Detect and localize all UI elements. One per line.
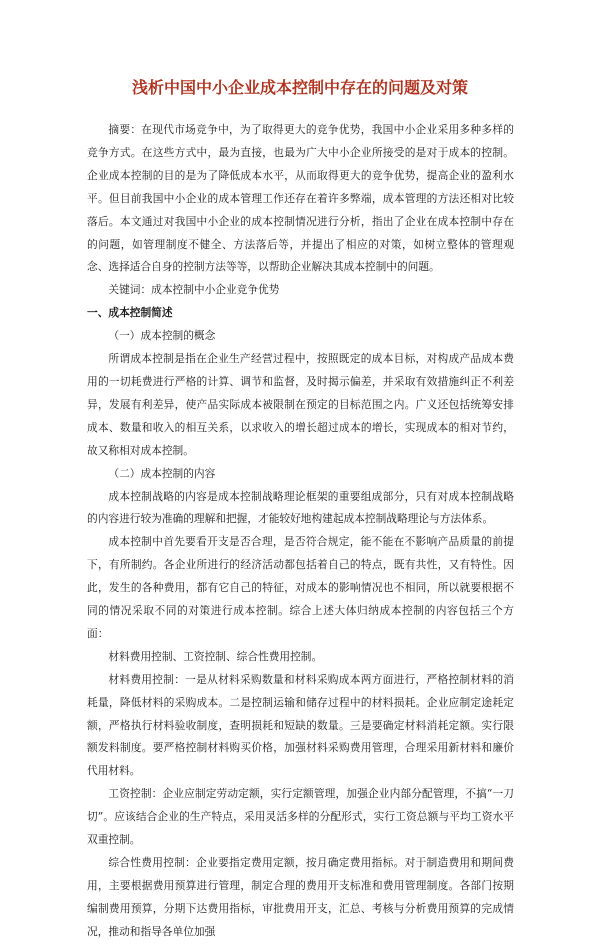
document-body	[87, 119, 514, 944]
abstract-paragraph: 摘要：在现代市场竞争中，为了取得更大的竞争优势，我国中小企业采用多种多样的竞争方式。在这些方式中，最为直接，也最为广大中小企业所接受的是对于成本的控制。企业成本控制的目的是为了降低成本水平，从而取得更大的竞争优势，提高企业的盈利水平。但目前我国中小企业的成本管理工作还存在着许多弊端，成本管理的方法还相对比较落后。本文通过对我国中小企业的成本控制情况进行分析，指出了企业在成本控制中存在的问题，如管理制度不健全、方法落后等，并提出了相应的对策，如树立整体的管理观念、选择适合自身的控制方法等等，以帮助企业解决其成本控制中的问题。	[87, 123, 514, 274]
content-list-line: 材料费用控制、工资控制、综合性费用控制。	[108, 649, 323, 663]
section-heading-1: 一、成本控制简述	[87, 306, 173, 320]
subsection-heading-content: （二）成本控制的内容	[108, 466, 216, 480]
document-title: 浅析中国中小企业成本控制中存在的问题及对策	[131, 78, 468, 97]
concept-paragraph: 所谓成本控制是指在企业生产经营过程中，按照既定的成本目标，对构成产品成本费用的一切耗费进行严格的计算、调节和监督，及时揭示偏差，并采取有效措施纠正不利差异，发展有利差异，使产品实际成本被限制在预定的目标范围之内。广义还包括统筹安排成本、数量和收入的相互关系，以求收入的增长超过成本的增长，实现成本的相对节约，故又称相对成本控制。	[87, 352, 514, 457]
content-paragraph-expenses: 成本控制中首先要看开支是否合理，是否符合规定，能不能在不影响产品质量的前提下，有所制约。各企业所进行的经济活动都包括着自己的特点，既有共性，又有特性。因此，发生的各种费用，都有它自己的特征，对成本的影响情况也不相同，所以就要根据不同的情况采取不同的对策进行成本控制。综合上述大体归纳成本控制的内容包括三个方面：	[87, 535, 514, 640]
subsection-heading-concept: （一）成本控制的概念	[108, 329, 216, 343]
material-cost-paragraph: 材料费用控制：一是从材料采购数量和材料采购成本两方面进行，严格控制材料的消耗量，降低材料的采购成本。二是控制运输和储存过程中的材料损耗。企业应制定途耗定额，严格执行材料验收制度，查明损耗和短缺的数量。三是要确定材料消耗定额。实行限额发料制度。要严格控制材料购买价格，加强材料采购费用管理，合理采用新材料和廉价代用材料。	[87, 672, 514, 778]
wage-control-paragraph: 工资控制：企业应制定劳动定额，实行定额管理，加强企业内部分配管理，不搞“一刀切”。应该结合企业的生产特点，采用灵活多样的分配形式，实行工资总额与平均工资水平双重控制。	[87, 787, 514, 847]
keywords-line: 关键词：成本控制中小企业竞争优势	[108, 283, 280, 297]
general-cost-paragraph: 综合性费用控制：企业要指定费用定额，按月确定费用指标。对于制造费用和期间费用，主要根据费用预算进行管理，制定合理的费用开支标准和费用管理制度。各部门按期编制费用预算，分期下达费用指标，审批费用开支，汇总、考核与分析费用预算的完成情况，推动和指导各单位加强	[87, 856, 514, 938]
content-paragraph-strategy: 成本控制战略的内容是成本控制战略理论框架的重要组成部分，只有对成本控制战略的内容进行较为准确的理解和把握，才能较好地构建起成本控制战略理论与方法体系。	[87, 489, 514, 526]
